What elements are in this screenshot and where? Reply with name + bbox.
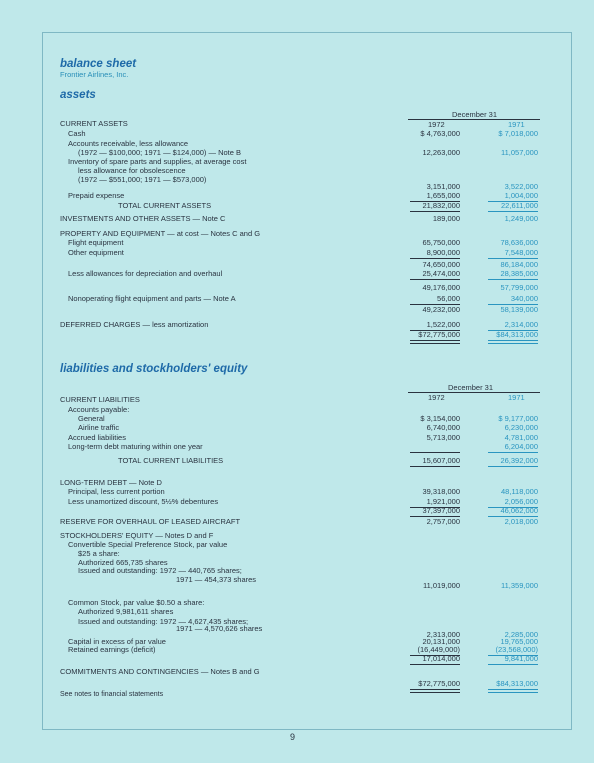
- liabilities-row: [0, 487, 594, 497]
- value-1972: 15,607,000: [422, 456, 460, 465]
- liabilities-row: [0, 423, 594, 433]
- total-rule-1972: [410, 466, 460, 467]
- value-1972: 17,014,000: [422, 654, 460, 663]
- value-1971: 4,781,000: [504, 433, 538, 442]
- value-1971: 22,611,000: [501, 201, 538, 210]
- value-1971: 1,004,000: [504, 191, 538, 200]
- value-1971: 86,184,000: [500, 260, 538, 269]
- row-label: Common Stock, par value $0.50 a share:: [68, 598, 205, 607]
- value-1971: 6,204,000: [504, 442, 538, 451]
- value-1972: 12,263,000: [422, 148, 460, 157]
- footer-note: See notes to financial statements: [60, 691, 164, 698]
- total-rule-1972: [410, 664, 460, 665]
- value-1972: 2,313,000: [426, 630, 460, 639]
- value-1972: 189,000: [432, 214, 460, 223]
- liabilities-row: [0, 607, 594, 617]
- row-label: COMMITMENTS AND CONTINGENCIES — Notes B and G: [60, 667, 260, 676]
- page-title: balance sheet: [60, 58, 137, 70]
- liabilities-row: [0, 442, 594, 452]
- value-1972: $72,775,000: [418, 679, 460, 688]
- liabilities-row: [0, 456, 594, 466]
- value-1972: 3,151,000: [426, 182, 460, 191]
- value-1972: 20,131,000: [422, 637, 460, 646]
- liabilities-row: [0, 654, 594, 664]
- assets-col-1971: 1971: [508, 120, 525, 129]
- row-label: (1972 — $551,000; 1971 — $573,000): [78, 175, 207, 184]
- value-1972: 11,019,000: [423, 581, 460, 590]
- row-label: Authorized 9,981,611 shares: [78, 607, 174, 616]
- liabilities-row: [0, 581, 594, 591]
- row-label: LONG-TERM DEBT — Note D: [60, 478, 162, 487]
- total-rule-1972: [410, 279, 460, 280]
- assets-row: [0, 119, 594, 129]
- value-1971: $ 7,018,000: [498, 129, 538, 138]
- row-label: Capital in excess of par value: [68, 637, 166, 646]
- value-1971: 340,000: [510, 294, 538, 303]
- value-1971: 9,841,000: [504, 654, 538, 663]
- row-label: DEFERRED CHARGES — less amortization: [60, 320, 209, 329]
- value-1971: 11,359,000: [501, 581, 538, 590]
- value-1971: 57,799,000: [500, 283, 538, 292]
- page-number: 9: [290, 732, 296, 742]
- row-label: $25 a share:: [78, 549, 120, 558]
- row-label: TOTAL CURRENT ASSETS: [118, 201, 212, 210]
- assets-col-1972: 1972: [428, 120, 445, 129]
- value-1972: $ 4,763,000: [420, 129, 460, 138]
- value-1971: 28,385,000: [500, 269, 538, 278]
- row-label: Accrued liabilities: [68, 433, 126, 442]
- value-1971: $84,313,000: [496, 330, 538, 339]
- total-rule-1971: [488, 258, 538, 259]
- value-1971: $ 9,177,000: [498, 414, 538, 423]
- row-label: Inventory of spare parts and supplies, at average cost: [68, 157, 247, 166]
- value-1972: 1,655,000: [426, 191, 460, 200]
- assets-row: [0, 294, 594, 304]
- liabilities-row: [0, 506, 594, 516]
- liabilities-col-1971: 1971: [508, 393, 525, 402]
- assets-row: [0, 238, 594, 248]
- row-label: STOCKHOLDERS' EQUITY — Notes D and F: [60, 531, 214, 540]
- assets-row: [0, 201, 594, 211]
- assets-row: [0, 129, 594, 139]
- total-rule-1972: [410, 452, 460, 453]
- assets-row: [0, 214, 594, 224]
- liabilities-row: [0, 667, 594, 677]
- total-rule-1971: [488, 211, 538, 212]
- row-label: CURRENT ASSETS: [60, 119, 128, 128]
- liabilities-row: [0, 395, 594, 405]
- assets-heading: assets: [60, 89, 96, 101]
- row-label: General: [78, 414, 105, 423]
- row-label: less allowance for obsolescence: [78, 166, 186, 175]
- total-rule-1971: [488, 279, 538, 280]
- row-label: Accounts payable:: [68, 405, 130, 414]
- liabilities-col-1972: 1972: [428, 393, 445, 402]
- total-rule-1971: [488, 664, 538, 665]
- row-label: Other equipment: [68, 248, 124, 257]
- value-1971: 26,392,000: [500, 456, 538, 465]
- liabilities-row: [0, 679, 594, 689]
- row-label: Prepaid expense: [68, 191, 125, 200]
- assets-row: [0, 248, 594, 258]
- row-label: Cash: [68, 129, 86, 138]
- assets-period-header: December 31: [452, 110, 498, 119]
- row-label: Less allowances for depreciation and overhaul: [68, 269, 223, 278]
- total-rule-1972: [410, 211, 460, 212]
- assets-row: [0, 269, 594, 279]
- value-1972: 5,713,000: [426, 433, 460, 442]
- row-label: Nonoperating flight equipment and parts — Note A: [68, 294, 236, 303]
- value-1972: (16,449,000): [417, 645, 460, 654]
- row-label: Issued and outstanding: 1972 — 440,765 shares;: [78, 566, 242, 575]
- row-label: Issued and outstanding: 1972 — 4,627,435 shares;: [78, 617, 249, 626]
- row-label: (1972 — $100,000; 1971 — $124,000) — Note B: [78, 148, 242, 157]
- assets-row: [0, 330, 594, 340]
- total-rule-1971: [488, 340, 538, 344]
- value-1971: 19,765,000: [500, 637, 538, 646]
- row-label: Accounts receivable, less allowance: [68, 139, 189, 148]
- value-1971: 1,249,000: [504, 214, 538, 223]
- value-1971: 48,118,000: [501, 487, 538, 496]
- row-label: Authorized 665,735 shares: [78, 558, 168, 567]
- value-1972: 49,176,000: [422, 283, 460, 292]
- liabilities-period-header: December 31: [448, 383, 494, 392]
- value-1971: 78,636,000: [500, 238, 538, 247]
- value-1972: 25,474,000: [422, 269, 460, 278]
- company-name: Frontier Airlines, Inc.: [60, 70, 129, 79]
- value-1971: 58,139,000: [500, 305, 538, 314]
- row-label: PROPERTY AND EQUIPMENT — at cost — Notes C and G: [60, 229, 261, 238]
- total-rule-1972: [410, 689, 460, 693]
- value-1972: 6,740,000: [426, 423, 460, 432]
- value-1971: (23,568,000): [495, 645, 538, 654]
- total-rule-1971: [488, 452, 538, 453]
- value-1971: 46,062,000: [500, 506, 538, 515]
- value-1972: 39,318,000: [422, 487, 460, 496]
- value-1972: 8,900,000: [426, 248, 460, 257]
- assets-row: [0, 283, 594, 293]
- row-label: INVESTMENTS AND OTHER ASSETS — Note C: [60, 214, 226, 223]
- value-1972: 2,757,000: [426, 517, 460, 526]
- value-1972: 21,832,000: [422, 201, 460, 210]
- value-1971: 11,057,000: [501, 148, 538, 157]
- liabilities-row: [0, 517, 594, 527]
- value-1971: 3,522,000: [504, 182, 538, 191]
- value-1971: 2,018,000: [504, 517, 538, 526]
- value-1972: $72,775,000: [418, 330, 460, 339]
- value-1972: 1,921,000: [426, 497, 460, 506]
- row-label: Flight equipment: [68, 238, 124, 247]
- row-label: RESERVE FOR OVERHAUL OF LEASED AIRCRAFT: [60, 517, 241, 526]
- value-1971: 2,314,000: [504, 320, 538, 329]
- value-1972: 65,750,000: [422, 238, 460, 247]
- row-label: 1971 — 454,373 shares: [176, 575, 257, 584]
- assets-row: [0, 305, 594, 315]
- row-label: Less unamortized discount, 5½% debentures: [68, 497, 219, 506]
- value-1971: 2,285,000: [504, 630, 538, 639]
- value-1972: 37,397,000: [422, 506, 460, 515]
- row-label: Long-term debt maturing within one year: [68, 442, 203, 451]
- value-1971: $84,313,000: [496, 679, 538, 688]
- value-1972: 1,522,000: [426, 320, 460, 329]
- row-label: Principal, less current portion: [68, 487, 165, 496]
- assets-row: [0, 320, 594, 330]
- row-label: TOTAL CURRENT LIABILITIES: [118, 456, 224, 465]
- value-1972: 49,232,000: [422, 305, 460, 314]
- row-label: Retained earnings (deficit): [68, 645, 156, 654]
- value-1972: 56,000: [437, 294, 460, 303]
- total-rule-1971: [488, 466, 538, 467]
- total-rule-1972: [410, 340, 460, 344]
- total-rule-1971: [488, 689, 538, 693]
- row-label: CURRENT LIABILITIES: [60, 395, 140, 404]
- total-rule-1972: [410, 258, 460, 259]
- liabilities-heading: liabilities and stockholders' equity: [60, 363, 248, 375]
- value-1971: 7,548,000: [504, 248, 538, 257]
- value-1971: 2,056,000: [504, 497, 538, 506]
- row-label: 1971 — 4,570,626 shares: [176, 624, 263, 633]
- row-label: Airline traffic: [78, 423, 120, 432]
- value-1972: $ 3,154,000: [420, 414, 460, 423]
- assets-row: [0, 191, 594, 201]
- value-1971: 6,230,000: [504, 423, 538, 432]
- row-label: Convertible Special Preference Stock, par value: [68, 540, 228, 549]
- value-1972: 74,650,000: [422, 260, 460, 269]
